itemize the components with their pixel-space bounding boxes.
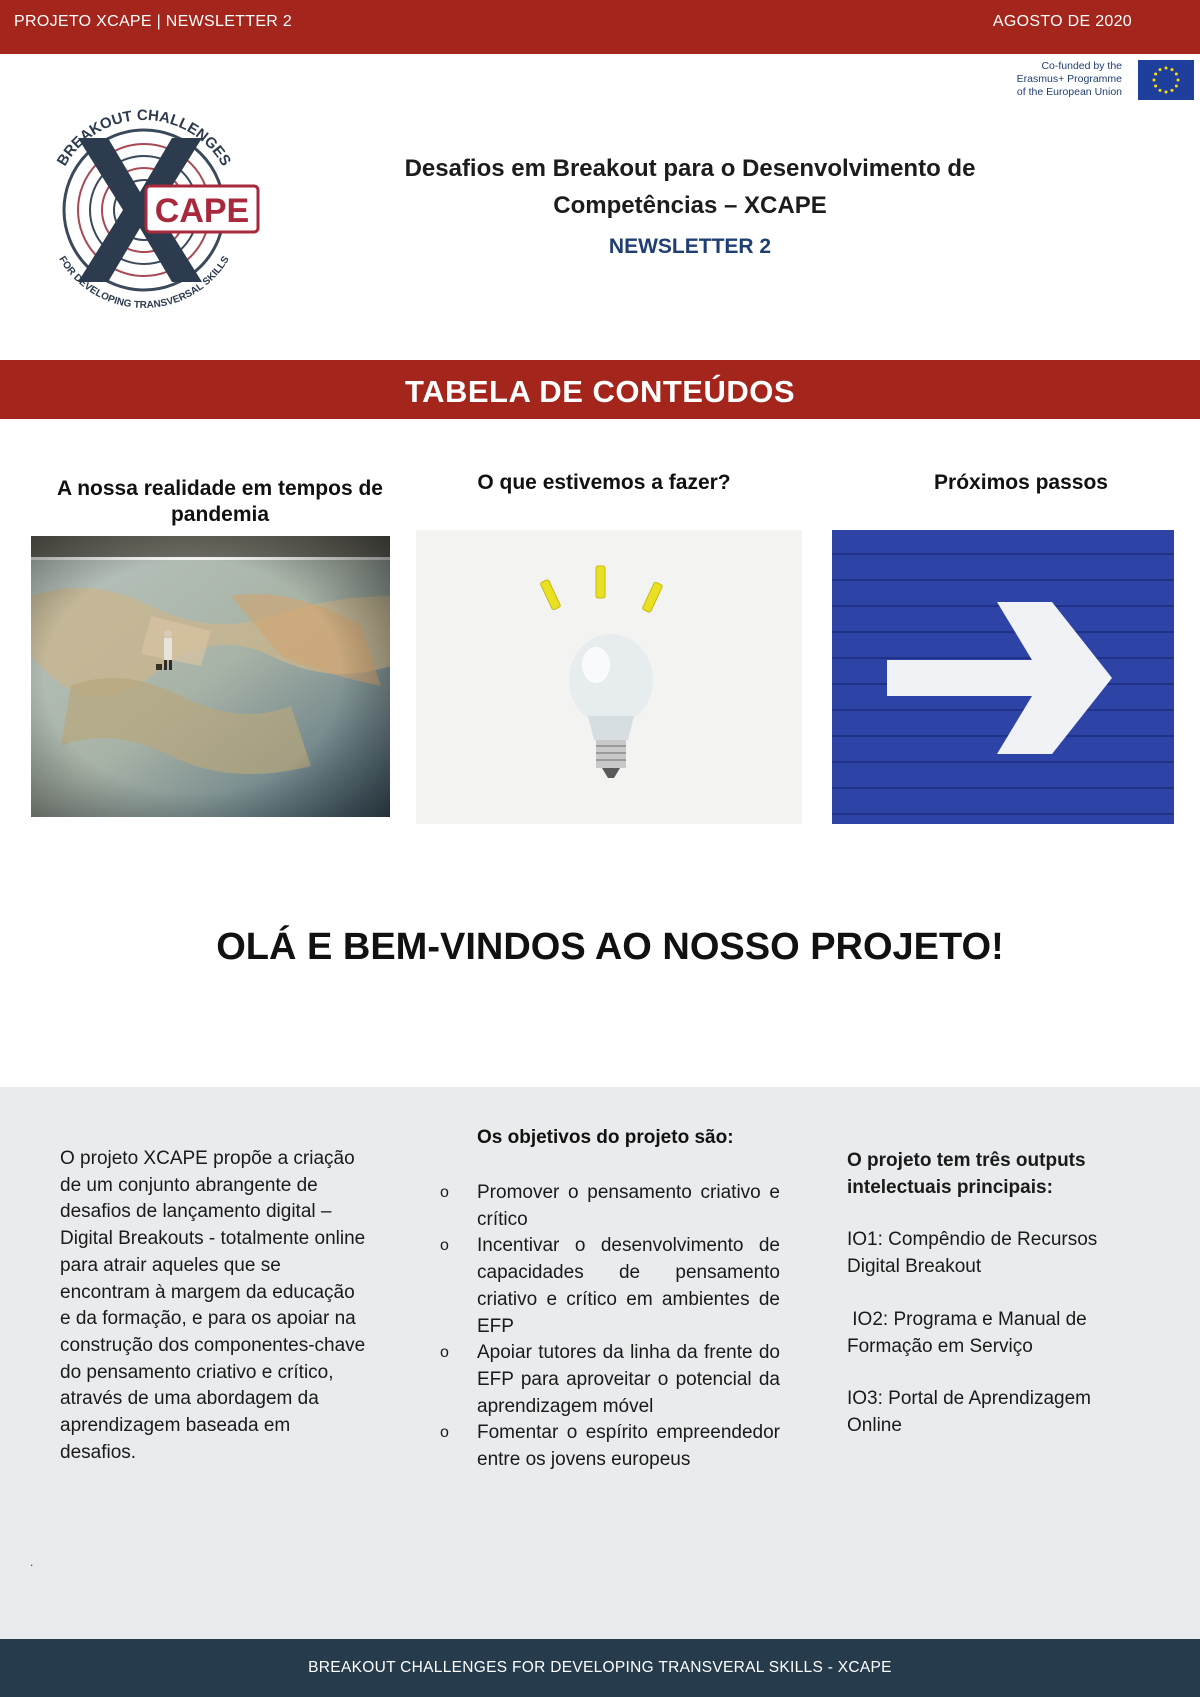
xcape-logo — [28, 98, 260, 320]
output-item: IO1: Compêndio de Recursos Digital Breakout — [847, 1229, 1103, 1278]
intellectual-outputs — [847, 1148, 1147, 1466]
logo-ring-top-text: BREAKOUT CHALLENGES — [53, 106, 235, 170]
top-header-bar — [0, 0, 1200, 54]
footer-text: BREAKOUT CHALLENGES FOR DEVELOPING TRANSVERAL SKILLS - XCAPE — [308, 1659, 892, 1676]
toc-heading: TABELA DE CONTEÚDOS — [404, 374, 796, 409]
output-item: IO2: Programa e Manual de Formação em Serviço — [847, 1308, 1093, 1357]
logo-wordmark: CAPE — [154, 192, 250, 230]
list-item: o Promover o pensamento criativo e crítico — [440, 1182, 780, 1230]
eu-cofunded-badge — [994, 60, 1194, 102]
toc-item-pandemic-title[interactable]: A nossa realidade em tempos de pandemia — [56, 477, 383, 526]
project-intro-text: O projeto XCAPE propõe a criação de um conjunto abrangente de desafios de lançamento digital – Digital Breakouts - totalmente online para atrair aqueles que se encontram à margem da educação e da formação, e para os apoiar na construção dos componentes-chave do pensamento criativo e crítico, através de uma abordagem da aprendizagem baseada em desafios. — [60, 1148, 366, 1463]
logo-ring-bottom-text: FOR DEVELOPING TRANSVERSAL SKILLS — [56, 254, 232, 311]
output-item: IO3: Portal de Aprendizagem Online — [847, 1388, 1097, 1436]
world-map-image — [31, 536, 390, 817]
header-date: AGOSTO DE 2020 — [992, 13, 1132, 30]
newsletter-number: NEWSLETTER 2 — [608, 235, 772, 258]
bullet-icon: o — [440, 1184, 449, 1201]
newsletter-title: Desafios em Breakout para o Desenvolvimento de Competências – XCAPE — [404, 155, 976, 219]
toc-item-activities-title[interactable]: O que estivemos a fazer? — [477, 471, 731, 494]
list-item: o Fomentar o espírito empreendedor entre os jovens europeus — [440, 1422, 780, 1471]
bullet-icon: o — [440, 1344, 449, 1362]
toc-item-next-steps-title[interactable]: Próximos passos — [934, 471, 1108, 494]
lightbulb-image — [416, 530, 802, 824]
bullet-icon: o — [440, 1424, 449, 1442]
objectives-list — [440, 1180, 780, 1474]
toc-heading-band — [0, 360, 1200, 419]
toc-image-lightbulb[interactable] — [416, 530, 802, 824]
arrow-right-icon — [832, 530, 1174, 824]
toc-image-map[interactable] — [31, 536, 390, 817]
objectives-title: Os objetivos do projeto são: — [477, 1127, 734, 1148]
bullet-icon: o — [440, 1237, 449, 1255]
list-item: o Incentivar o desenvolvimento de capacidades de pensamento criativo e crítico em ambientes de EFP — [440, 1235, 780, 1337]
toc-image-arrow[interactable] — [832, 530, 1174, 824]
welcome-heading: OLÁ E BEM-VINDOS AO NOSSO PROJETO! — [216, 926, 1004, 968]
eu-cofunded-text: Co-funded by the Erasmus+ Programme of the European Union — [1016, 60, 1122, 98]
stray-mark: . — [30, 1555, 34, 1569]
list-item: o Apoiar tutores da linha da frente do EFP para aproveitar o potencial da aprendizagem móvel — [440, 1342, 780, 1417]
header-project-label: PROJETO XCAPE | NEWSLETTER 2 — [14, 13, 293, 30]
outputs-title: O projeto tem três outputs intelectuais principais: — [847, 1150, 1086, 1198]
eu-flag-icon — [1138, 60, 1194, 100]
footer-bar — [0, 1639, 1200, 1697]
